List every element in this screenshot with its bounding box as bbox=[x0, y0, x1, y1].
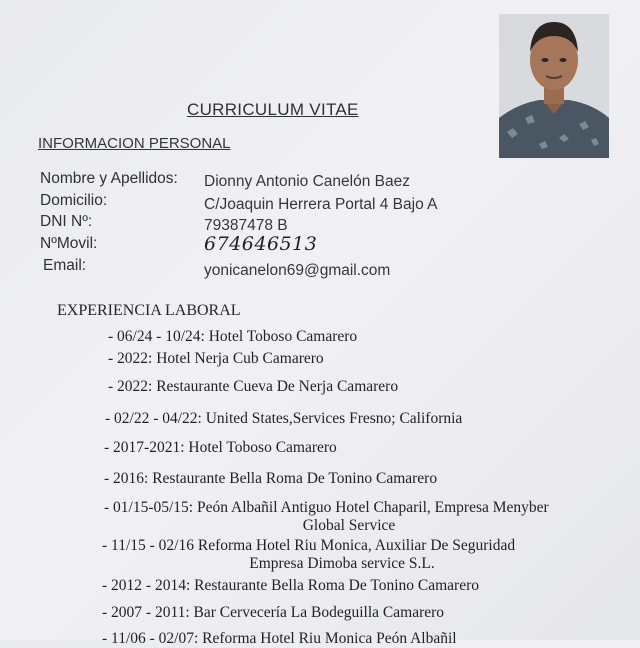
experience-item bbox=[104, 499, 594, 535]
experience-heading: EXPERIENCIA LABORAL bbox=[57, 302, 241, 319]
document-title: CURRICULUM VITAE bbox=[187, 100, 359, 119]
experience-item: - 06/24 - 10/24: Hotel Toboso Camarero bbox=[108, 328, 358, 345]
experience-item: - 11/06 - 02/07: Reforma Hotel Riu Monica Peón Albañil bbox=[102, 630, 457, 647]
experience-item: - 02/22 - 04/22: United States,Services Fresno; California bbox=[105, 410, 463, 427]
experience-item: - 2007 - 2011: Bar Cervecería La Bodeguilla Camarero bbox=[102, 604, 445, 621]
email-label: Email: bbox=[43, 257, 87, 274]
experience-item: - 2017-2021: Hotel Toboso Camarero bbox=[104, 439, 337, 456]
experience-item: - 2012 - 2014: Restaurante Bella Roma De Tonino Camarero bbox=[102, 577, 479, 594]
experience-item-line: - 01/15-05/15: Peón Albañil Antiguo Hotel Chaparil, Empresa Menyber bbox=[104, 499, 549, 516]
experience-item-line: Empresa Dimoba service S.L. bbox=[249, 555, 435, 572]
address-value: C/Joaquin Herrera Portal 4 Bajo A bbox=[204, 196, 438, 213]
mobile-label: NºMovil: bbox=[40, 235, 98, 252]
personal-info-heading: INFORMACION PERSONAL bbox=[38, 135, 231, 152]
experience-item bbox=[102, 537, 582, 573]
experience-item: - 2022: Hotel Nerja Cub Camarero bbox=[108, 350, 324, 367]
experience-item-line: - 11/15 - 02/16 Reforma Hotel Riu Monica, Auxiliar De Seguridad bbox=[102, 537, 516, 554]
experience-item: - 2022: Restaurante Cueva De Nerja Camarero bbox=[108, 378, 399, 395]
experience-item: - 2016: Restaurante Bella Roma De Tonino Camarero bbox=[104, 470, 438, 487]
dni-value: 79387478 B bbox=[204, 217, 288, 234]
email-value: yonicanelon69@gmail.com bbox=[204, 262, 391, 279]
portrait-photo bbox=[499, 14, 609, 158]
experience-item-line: Global Service bbox=[302, 517, 396, 534]
address-label: Domicilio: bbox=[40, 192, 108, 209]
dni-label: DNI Nº: bbox=[40, 213, 93, 230]
name-label: Nombre y Apellidos: bbox=[40, 170, 178, 187]
mobile-value: 674646513 bbox=[204, 233, 318, 255]
name-value: Dionny Antonio Canelón Baez bbox=[204, 173, 410, 190]
